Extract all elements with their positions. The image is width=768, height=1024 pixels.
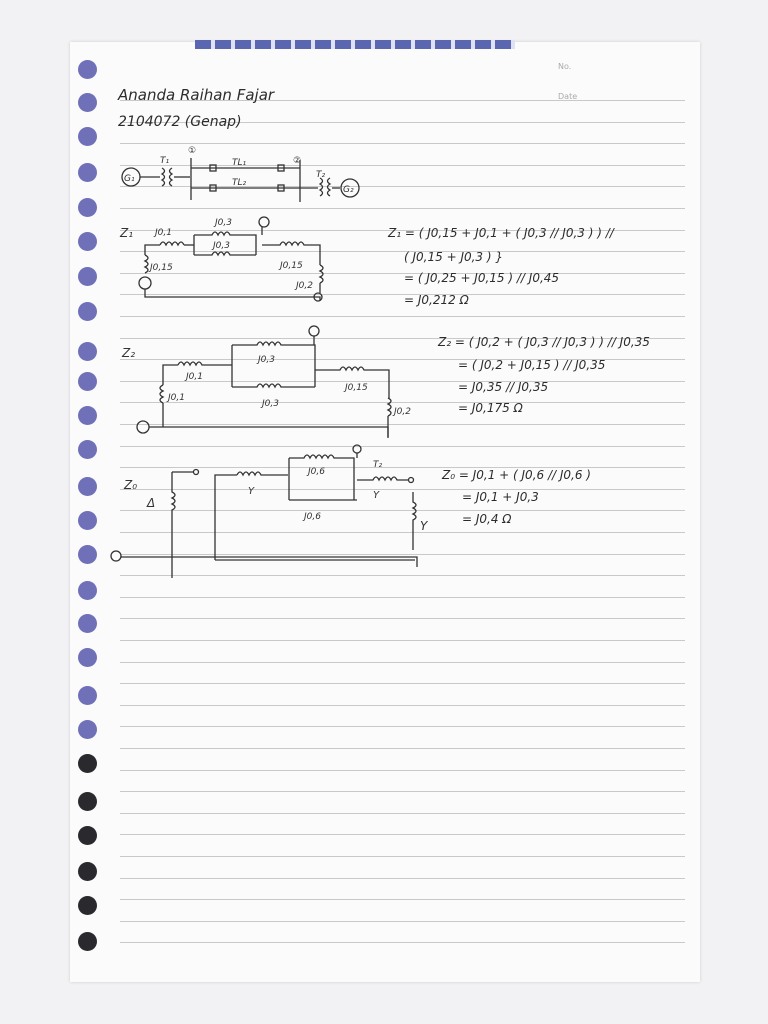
svg-text:J0,15: J0,15 bbox=[150, 263, 173, 273]
svg-text:J0,2: J0,2 bbox=[394, 407, 411, 417]
z1-eq-line1: Z₁ = ( J0,15 + J0,1 + ( J0,3 // J0,3 ) ) // bbox=[388, 226, 614, 240]
t1-secondary bbox=[170, 168, 173, 186]
svg-text:J0,1: J0,1 bbox=[186, 372, 203, 382]
svg-text:J0,6: J0,6 bbox=[304, 512, 321, 522]
z2-load-inductor bbox=[388, 398, 391, 416]
t1-primary bbox=[162, 168, 165, 186]
svg-text:Y: Y bbox=[248, 486, 255, 497]
z1-eq-line2: ( J0,15 + J0,3 ) } bbox=[404, 250, 504, 264]
svg-text:J0,3: J0,3 bbox=[215, 218, 232, 228]
svg-text:J0,1: J0,1 bbox=[168, 393, 185, 403]
student-id: 2104072 (Genap) bbox=[118, 114, 242, 130]
t2-label: T₂ bbox=[316, 170, 326, 180]
tl2-label: TL₂ bbox=[232, 178, 247, 188]
z1-mid-inductor bbox=[194, 252, 256, 255]
z1-eq-line4: = J0,212 Ω bbox=[404, 293, 469, 307]
bus2-label: ② bbox=[293, 156, 302, 166]
z2-eq-line3: = J0,35 // J0,35 bbox=[458, 380, 549, 394]
z0-eq-line3: = J0,4 Ω bbox=[462, 512, 512, 526]
z0-circuit bbox=[111, 445, 429, 578]
z0-delta-label: Δ bbox=[147, 496, 156, 510]
single-line-diagram bbox=[122, 146, 359, 202]
z2-circuit bbox=[121, 326, 411, 438]
z1-circuit bbox=[119, 217, 323, 301]
z1-load-inductor bbox=[320, 265, 323, 283]
svg-text:J0,3: J0,3 bbox=[262, 399, 279, 409]
z1-eq-line3: = ( J0,25 + J0,15 ) // J0,45 bbox=[404, 271, 560, 285]
z2-eq-line2: = ( J0,2 + J0,15 ) // J0,35 bbox=[458, 358, 606, 372]
svg-text:J0,6: J0,6 bbox=[308, 467, 325, 477]
svg-text:J0,3: J0,3 bbox=[213, 241, 230, 251]
z0-eq-line1: Z₀ = J0,1 + ( J0,6 // J0,6 ) bbox=[442, 468, 591, 482]
z2-eq-line1: Z₂ = ( J0,2 + ( J0,3 // J0,3 ) ) // J0,35 bbox=[438, 335, 650, 349]
svg-text:J0,3: J0,3 bbox=[258, 355, 275, 365]
tl1-label: TL₁ bbox=[232, 158, 247, 168]
svg-text:J0,15: J0,15 bbox=[280, 261, 303, 271]
z0-y-label: Y bbox=[420, 519, 428, 533]
t1-label: T₁ bbox=[160, 156, 170, 166]
z0-top-inductor bbox=[289, 455, 354, 500]
z2-eq-line4: = J0,175 Ω bbox=[458, 401, 523, 415]
no-label: No. bbox=[558, 62, 572, 71]
student-name: Ananda Raihan Fajar bbox=[118, 86, 275, 104]
z0-eq-line2: = J0,1 + J0,3 bbox=[462, 490, 539, 504]
z2-circuit-label: Z₂ bbox=[122, 346, 136, 360]
svg-text:T₂: T₂ bbox=[373, 460, 383, 470]
bus1-label: ① bbox=[188, 146, 197, 156]
z0-y-inductor bbox=[413, 492, 416, 550]
svg-text:J0,2: J0,2 bbox=[296, 281, 313, 291]
g2-label: G₂ bbox=[343, 185, 354, 195]
z2-bottom-inductor bbox=[232, 384, 315, 387]
z1-left-inductor bbox=[160, 242, 184, 245]
svg-text:J0,15: J0,15 bbox=[345, 383, 368, 393]
z0-delta-inductor bbox=[172, 472, 175, 578]
svg-text:Y: Y bbox=[373, 490, 380, 501]
svg-text:J0,1: J0,1 bbox=[155, 228, 172, 238]
z0-circuit-label: Z₀ bbox=[124, 478, 138, 492]
z2-left-inductor bbox=[178, 362, 232, 365]
z2-gen-inductor bbox=[160, 385, 163, 403]
g1-label: G₁ bbox=[124, 174, 135, 184]
z1-circuit-label: Z₁ bbox=[120, 226, 134, 240]
z1-gen-inductor bbox=[145, 255, 148, 273]
date-label: Date bbox=[558, 92, 578, 101]
